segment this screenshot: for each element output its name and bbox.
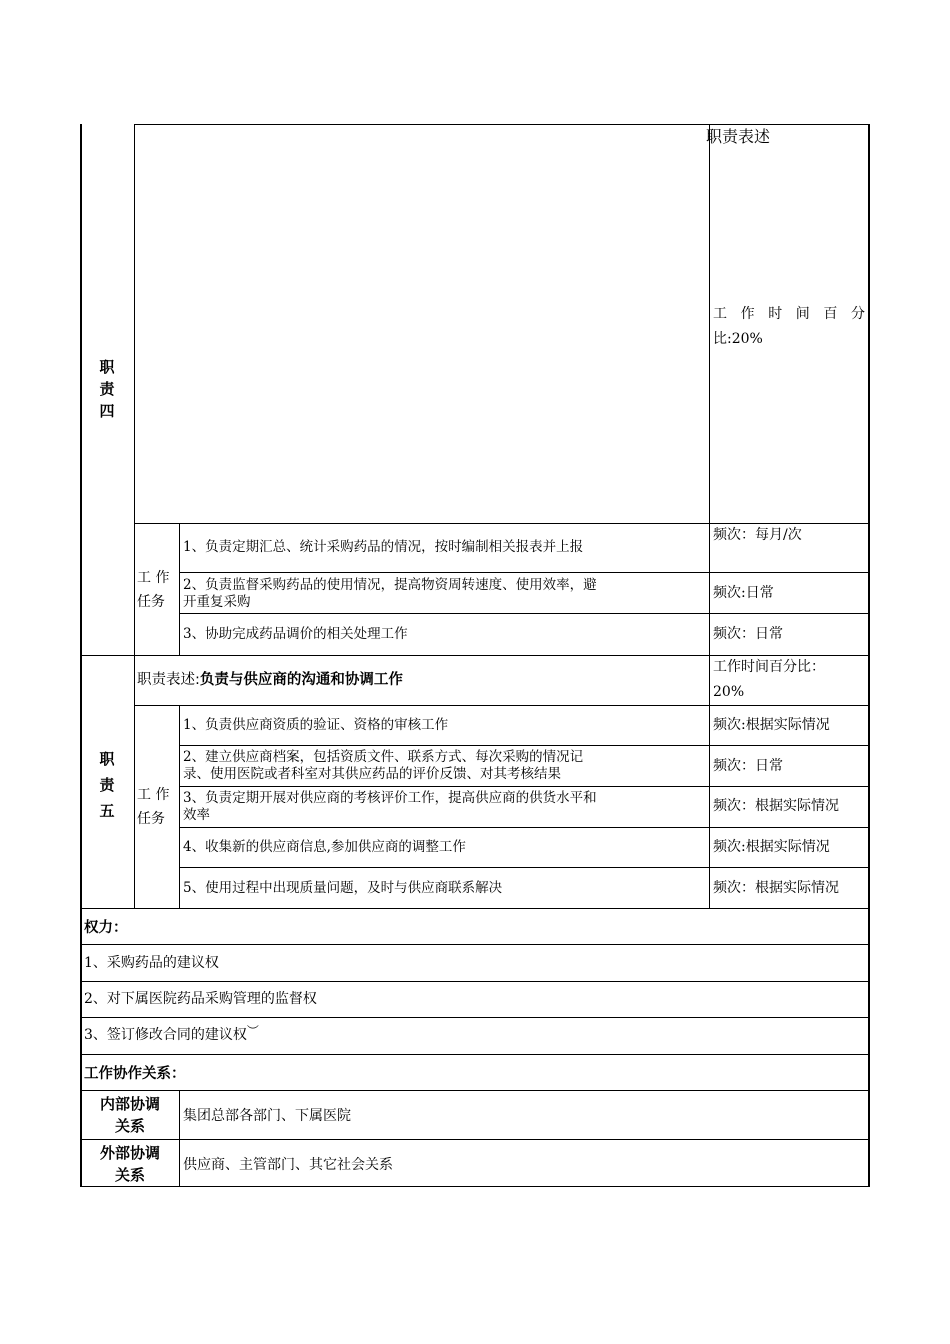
duty4-task-1: 1、负责定期汇总、统计采购药品的情况，按时编制相关报表并上报	[183, 539, 584, 555]
duty5-row-line	[179, 786, 869, 787]
duty4-freq-3: 频次：日常	[713, 626, 783, 642]
duty5-label: 职 责 五	[99, 750, 115, 820]
duty5-task-3: 3、负责定期开展对供应商的考核评价工作，提高供应商的供货水平和	[183, 790, 597, 806]
caret-mark-icon: ︶	[246, 1024, 259, 1038]
section-line	[80, 1139, 869, 1140]
duty5-task-2: 2、建立供应商档案，包括资质文件、联系方式、每次采购的情况记	[183, 749, 584, 765]
cooperation-title: 工作协作关系：	[84, 1066, 186, 1082]
duty5-percent-line1: 工作时间百分比：	[713, 659, 825, 675]
duty4-statement-label: 职责表述	[706, 127, 771, 146]
duty5-task-5: 5、使用过程中出现质量问题，及时与供应商联系解决	[183, 880, 503, 896]
duty4-row-line	[179, 572, 869, 573]
section-line	[80, 1017, 869, 1018]
duty-label-divider	[134, 124, 135, 909]
duty4-task-label: 任务	[137, 594, 165, 610]
duty5-task-divider	[179, 705, 180, 909]
cooperation-divider	[179, 1090, 180, 1186]
duty5-freq-2: 频次：日常	[713, 758, 783, 774]
duty4-task-divider	[179, 523, 180, 655]
section-line	[80, 1090, 869, 1091]
duty5-freq-4: 频次:根据实际情况	[713, 839, 830, 855]
authority-item-3: 3、签订修改合同的建议权︶	[84, 1024, 259, 1043]
duty4-freq-2: 频次:日常	[713, 585, 774, 601]
duty5-row-line	[179, 745, 869, 746]
duty5-task-3-cont: 效率	[183, 807, 210, 823]
authority-item-1: 1、采购药品的建议权	[84, 955, 219, 971]
duty4-percent-line2: 比:20%	[713, 331, 763, 347]
duty5-freq-5: 频次：根据实际情况	[713, 880, 839, 896]
section-line	[80, 1054, 869, 1055]
duty4-task-3: 3、协助完成药品调价的相关处理工作	[183, 626, 408, 642]
duty4-row-line	[134, 523, 869, 524]
duty4-task-label: 工 作	[137, 570, 170, 586]
duty5-task-1: 1、负责供应商资质的验证、资格的审核工作	[183, 717, 449, 733]
authority-item-2: 2、对下属医院药品采购管理的监督权	[84, 991, 317, 1007]
duty5-task-label: 工 作	[137, 787, 170, 803]
duty4-task-2: 2、负责监督采购药品的使用情况，提高物资周转速度、使用效率，避	[183, 577, 597, 593]
duty4-label: 职 责 四	[99, 358, 115, 420]
duty5-freq-1: 频次:根据实际情况	[713, 717, 830, 733]
duty-boundary-line	[80, 655, 869, 656]
internal-coordination-label: 内部协调 关系	[99, 1095, 160, 1135]
duty5-task-label: 任务	[137, 811, 165, 827]
border-bottom	[80, 1186, 869, 1187]
duty5-row-line	[179, 867, 869, 868]
section-line	[80, 908, 869, 909]
duty4-task-2-cont: 开重复采购	[183, 594, 251, 610]
section-line	[80, 944, 869, 945]
internal-coordination-value: 集团总部各部门、下属医院	[183, 1108, 351, 1124]
duty5-row-line	[179, 827, 869, 828]
authority-title: 权力：	[84, 920, 128, 936]
external-coordination-label: 外部协调 关系	[99, 1144, 160, 1184]
duty4-percent-line1: 工 作 时 间 百 分	[713, 306, 865, 322]
external-coordination-value: 供应商、主管部门、其它社会关系	[183, 1157, 393, 1173]
section-line	[80, 981, 869, 982]
duty5-freq-3: 频次：根据实际情况	[713, 798, 839, 814]
duty5-statement: 职责表述:负责与供应商的沟通和协调工作	[137, 672, 403, 688]
duty5-task-2-cont: 录、使用医院或者科室对其供应药品的评价反馈、对其考核结果	[183, 766, 561, 782]
border-top	[134, 124, 869, 125]
duty5-row-line	[134, 705, 869, 706]
duty5-percent-line2: 20%	[713, 684, 745, 700]
freq-column-divider	[709, 124, 710, 909]
duty5-task-4: 4、收集新的供应商信息,参加供应商的调整工作	[183, 839, 466, 855]
duty4-row-line	[179, 613, 869, 614]
duty4-freq-1: 频次：每月/次	[713, 527, 802, 543]
